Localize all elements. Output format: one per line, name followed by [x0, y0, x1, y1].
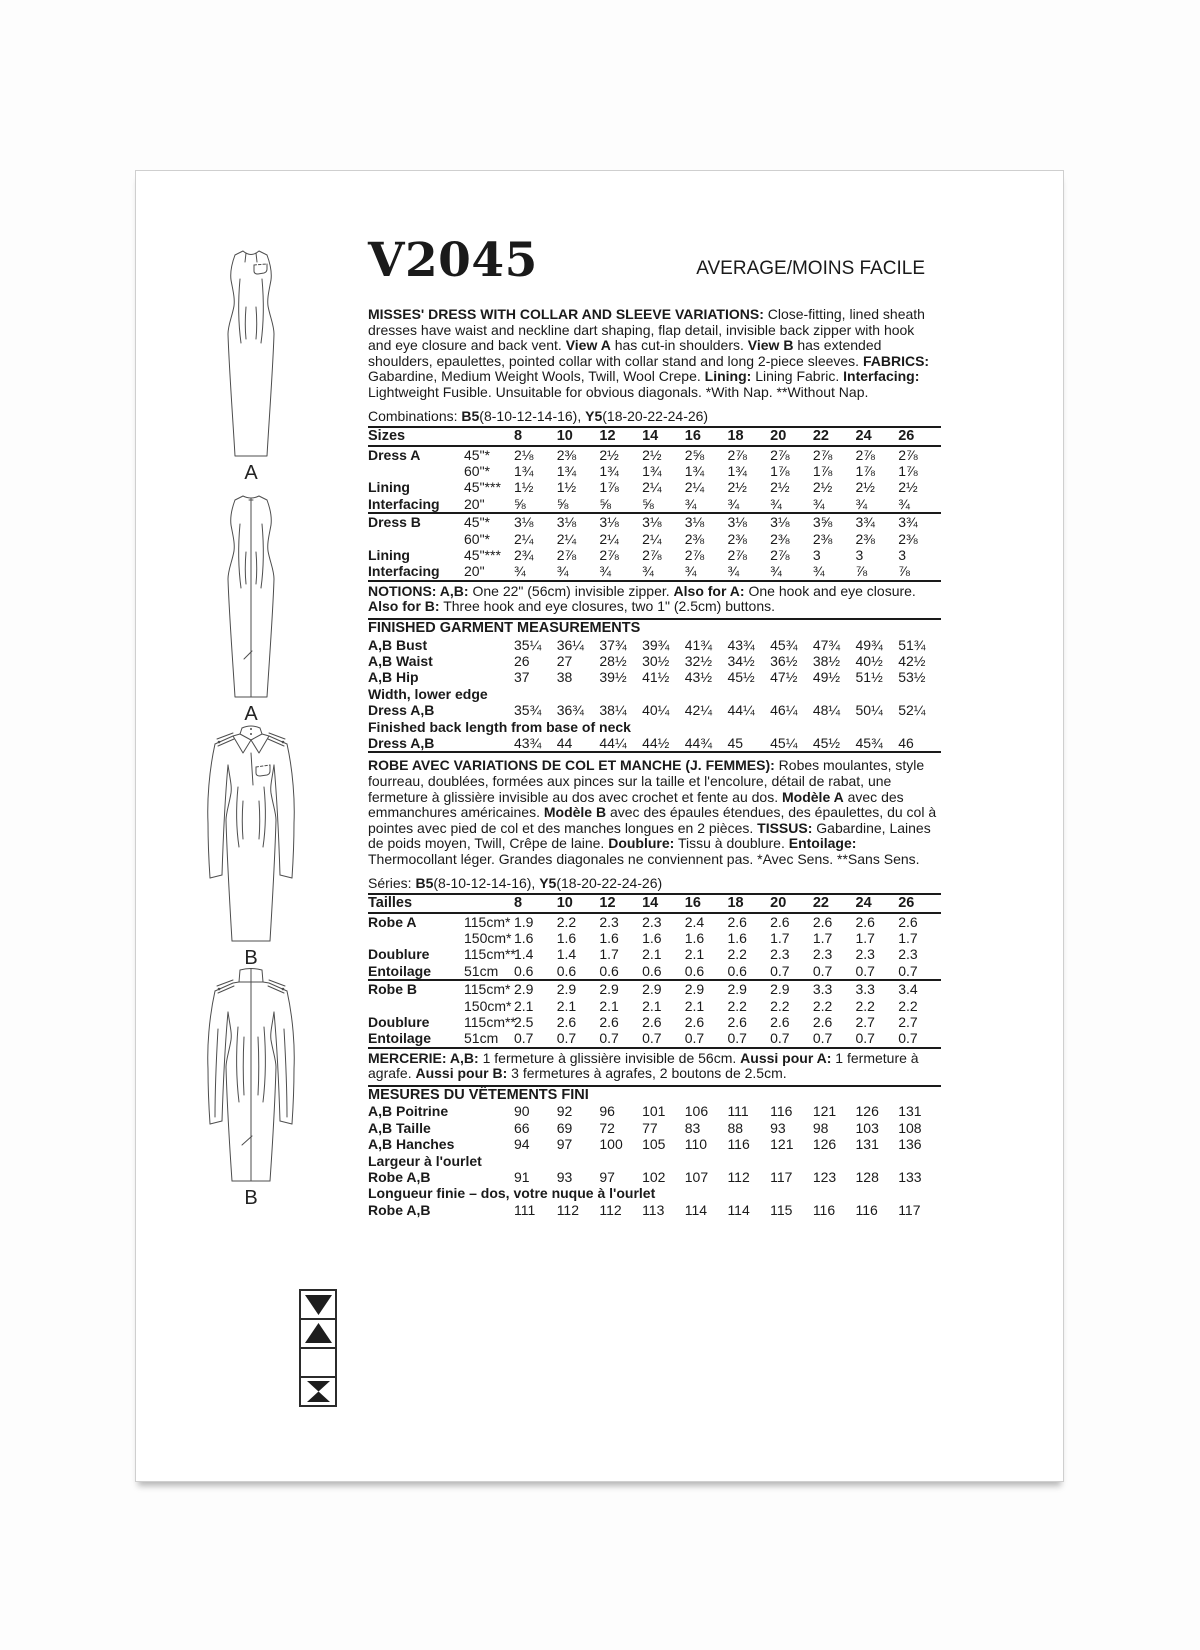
table-row: Lining 45"*** 2¾ 2⅞ 2⅞ 2⅞ 2⅞ 2⅞ 2⅞ 3 3 3 — [368, 547, 906, 563]
yardage-table-metric: Tailles 8 10 12 14 16 18 20 22 24 26 Robe A 115cm* 1.9 2.2 2.3 2.3 2.4 2.6 2.6 2.6 2.6 2.6 150cm* 1.6 1.6 1.6 1.6 1.6 1.6 1.7 1.7 1.7 1.7 Doublure 115cm** 1.4 1.4 1.7 2.1 2.1 2.2 2.3 2.3 2.3 2.3 Entoilage 51cm 0.6 0.6 0.6 0.6 0.6 0.6 0.7 0.7 0.7 0.7 Robe B 115cm* 2.9 2.9 2.9 2.9 2.9 2.9 2.9 3.3 3.3 3.4 150cm* 2.1 2.1 2.1 2.1 2.1 2.2 2.2 2.2 2.2 2.2 Doublure 115cm** 2.5 2.6 2.6 2.6 2.6 2.6 2.6 2.6 2.7 2.7 Entoilage 51cm 0.7 0.7 0.7 0.7 0.7 0.7 0.7 0.7 0.7 0.7 — [368, 895, 941, 1049]
table-row: A,B Poitrine 90 92 96 101 106 111 116 121 126 131 — [368, 1103, 922, 1120]
pattern-envelope-back — [135, 170, 1064, 1482]
dress-a-back-drawing — [206, 489, 296, 701]
dress-illustration-a-back — [206, 489, 296, 724]
triangle-down-icon — [299, 1289, 337, 1320]
table-row: Robe A 115cm* 1.9 2.2 2.3 2.3 2.4 2.6 2.6 2.6 2.6 2.6 — [368, 913, 918, 930]
dress-a-front-drawing — [206, 245, 296, 460]
table-row: Longueur finie – dos, votre nuque à l'ourlet — [368, 1185, 656, 1202]
table-row: Doublure 115cm** 2.5 2.6 2.6 2.6 2.6 2.6 2.6 2.6 2.7 2.7 — [368, 1013, 918, 1030]
yardage-table-imperial: Sizes 8 10 12 14 16 18 20 22 24 26 Dress A 45"* 2⅛ 2⅜ 2½ 2½ 2⅝ 2⅞ 2⅞ 2⅞ 2⅞ 2⅞ 60"* 1¾ 1¾ 1¾ 1¾ 1¾ 1¾ 1⅞ 1⅞ 1⅞ 1⅞ Lining 45"*** 1½ 1½ 1⅞ 2¼ 2¼ 2½ 2½ 2½ 2½ 2½ Interfacing 20" ⅝ ⅝ ⅝ ⅝ ¾ ¾ ¾ ¾ ¾ ¾ Dress B 45"* 3⅛ 3⅛ 3⅛ 3⅛ 3⅛ 3⅛ 3⅛ 3⅝ 3¾ 3¾ 60"* 2¼ 2¼ 2¼ 2¼ 2⅜ 2⅜ 2⅜ 2⅜ 2⅜ 2⅜ Lining 45"*** 2¾ 2⅞ 2⅞ 2⅞ 2⅞ 2⅞ 2⅞ 3 3 3 Interfacing 20" ¾ ¾ ¾ ¾ ¾ ¾ ¾ ¾ ⅞ ⅞ — [368, 428, 941, 582]
blank-box — [299, 1347, 337, 1378]
table-row: Interfacing 20" ⅝ ⅝ ⅝ ⅝ ¾ ¾ ¾ ¾ ¾ ¾ — [368, 496, 941, 513]
table-row: Doublure 115cm** 1.4 1.4 1.7 2.1 2.1 2.2 2.3 2.3 2.3 2.3 — [368, 946, 918, 963]
dress-illustration-a-front — [206, 245, 296, 483]
finished-measurements-title: FINISHED GARMENT MEASUREMENTS — [368, 620, 641, 636]
hourglass-icon — [299, 1376, 337, 1407]
french-description: ROBE AVEC VARIATIONS DE COL ET MANCHE (J. FEMMES): Robes moulantes, style fourreau, doublées, formées aux pinces sur la taille et l'encolure, détail de rabat, une fermeture à glissière invisible au dos avec crochet et fente au dos. Modèle A avec des emmanchures américaines. Modèle B avec des épaules étendues, des épaulettes, du col à pointes avec pied de col et des manches longues en 2 pièces. TISSUS: Gabardine, Laines de poids moyen, Twill, Crêpe de laine. Doublure: Tissu à doublure. Entoilage: Thermocollant léger. Grandes diagonales ne conviennent pas. *Avec Sens. **Sans Sens. — [368, 757, 937, 867]
table-row: Dress A 45"* 2⅛ 2⅜ 2½ 2½ 2⅝ 2⅞ 2⅞ 2⅞ 2⅞ 2⅞ — [368, 446, 918, 463]
english-description: MISSES' DRESS WITH COLLAR AND SLEEVE VARIATIONS: Close-fitting, lined sheath dresses have waist and neckline dart shaping, flap detail, invisible back zipper with hook and eye closure and back vent. View A has cut-in shoulders. View B has extended shoulders, epaulettes, pointed collar with collar stand and long 2-piece sleeves. FABRICS: Gabardine, Medium Weight Wools, Twill, Wool Crepe. Lining: Lining Fabric. Interfacing: Lightweight Fusible. Unsuitable for obvious diagonals. *With Nap. **Without Nap. — [368, 306, 930, 400]
finished-measurements-table-metric — [368, 1103, 941, 1218]
series-line: Séries: B5(8-10-12-14-16), Y5(18-20-22-24-26) — [368, 876, 941, 896]
view-label: B — [244, 947, 258, 969]
dress-b-front-drawing — [184, 723, 318, 945]
dress-illustration-b-front — [184, 723, 318, 968]
table-row: Robe B 115cm* 2.9 2.9 2.9 2.9 2.9 2.9 2.9 3.3 3.3 3.4 — [368, 981, 918, 998]
table-row: Robe A,B 111 112 112 113 114 114 115 116 116 117 — [368, 1201, 921, 1218]
view-label: A — [244, 703, 258, 725]
table-row: 150cm* 1.6 1.6 1.6 1.6 1.6 1.6 1.7 1.7 1.7 1.7 — [464, 929, 918, 946]
table-row: A,B Hip 37 38 39½ 41½ 43½ 45½ 47½ 49½ 51½ 53½ — [368, 669, 926, 686]
notions-text: NOTIONS: A,B: One 22" (56cm) invisible zipper. Also for A: One hook and eye closure. Also for B: Three hook and eye closures, two 1" (2.5cm) buttons. — [368, 582, 941, 620]
table-row: Dress A,B 35¾ 36¾ 38¼ 40¼ 42¼ 44¼ 46¼ 48¼ 50¼ 52¼ — [368, 702, 926, 719]
title-row — [368, 233, 941, 288]
text-column — [368, 233, 941, 1218]
table-row: 60"* 2¼ 2¼ 2¼ 2¼ 2⅜ 2⅜ 2⅜ 2⅜ 2⅜ 2⅜ — [464, 530, 918, 547]
view-label: B — [244, 1187, 258, 1209]
table-row: Entoilage 51cm 0.7 0.7 0.7 0.7 0.7 0.7 0.7 0.7 0.7 0.7 — [368, 1030, 941, 1047]
table-row: Dress A,B 43¾ 44 44¼ 44½ 44¾ 45 45¼ 45½ 45¾ 46 — [368, 734, 914, 751]
table-row: Largeur à l'ourlet — [368, 1152, 482, 1169]
difficulty-rating: AVERAGE/MOINS FACILE — [696, 258, 925, 279]
table-row: Entoilage 51cm 0.6 0.6 0.6 0.6 0.6 0.6 0.7 0.7 0.7 0.7 — [368, 963, 941, 980]
table-row: Interfacing 20" ¾ ¾ ¾ ¾ ¾ ¾ ¾ ¾ ⅞ ⅞ — [368, 563, 941, 580]
table-row: 60"* 1¾ 1¾ 1¾ 1¾ 1¾ 1¾ 1⅞ 1⅞ 1⅞ 1⅞ — [464, 462, 918, 479]
table-row: Finished back length from base of neck — [368, 718, 631, 735]
cutting-symbol-strip — [299, 1289, 337, 1407]
table-row: A,B Bust 35¼ 36¼ 37¾ 39¾ 41¾ 43¾ 45¾ 47¾ 49¾ 51¾ — [368, 636, 926, 653]
table-row: Width, lower edge — [368, 685, 488, 702]
table-row: Robe A,B 91 93 97 102 107 112 117 123 128 133 — [368, 1169, 922, 1186]
dress-illustration-b-back — [184, 967, 318, 1208]
pattern-number: V2045 — [368, 233, 538, 288]
table-row: A,B Hanches 94 97 100 105 110 116 121 126 131 136 — [368, 1136, 922, 1153]
table-row: Lining 45"*** 1½ 1½ 1⅞ 2¼ 2¼ 2½ 2½ 2½ 2½ 2½ — [368, 479, 918, 496]
view-label: A — [244, 462, 258, 484]
dress-b-back-drawing — [184, 967, 318, 1185]
table-row: A,B Waist 26 27 28½ 30½ 32½ 34½ 36½ 38½ 40½ 42½ — [368, 652, 926, 669]
combinations-line: Combinations: B5(8-10-12-14-16), Y5(18-20-22-24-26) — [368, 409, 941, 429]
mercerie-text: MERCERIE: A,B: 1 fermeture à glissière invisible de 56cm. Aussi pour A: 1 fermeture à agrafe. Aussi pour B: 3 fermetures à agrafes, 2 boutons de 2.5cm. — [368, 1049, 941, 1087]
table-row: 150cm* 2.1 2.1 2.1 2.1 2.1 2.2 2.2 2.2 2.2 2.2 — [464, 997, 918, 1014]
triangle-up-icon — [299, 1318, 337, 1349]
finished-measurements-table-imperial — [368, 637, 941, 754]
table-row: Dress B 45"* 3⅛ 3⅛ 3⅛ 3⅛ 3⅛ 3⅛ 3⅛ 3⅝ 3¾ 3¾ — [368, 514, 918, 531]
table-row: A,B Taille 66 69 72 77 83 88 93 98 103 108 — [368, 1119, 922, 1136]
mesures-title: MESURES DU VÊTEMENTS FINI — [368, 1086, 589, 1103]
